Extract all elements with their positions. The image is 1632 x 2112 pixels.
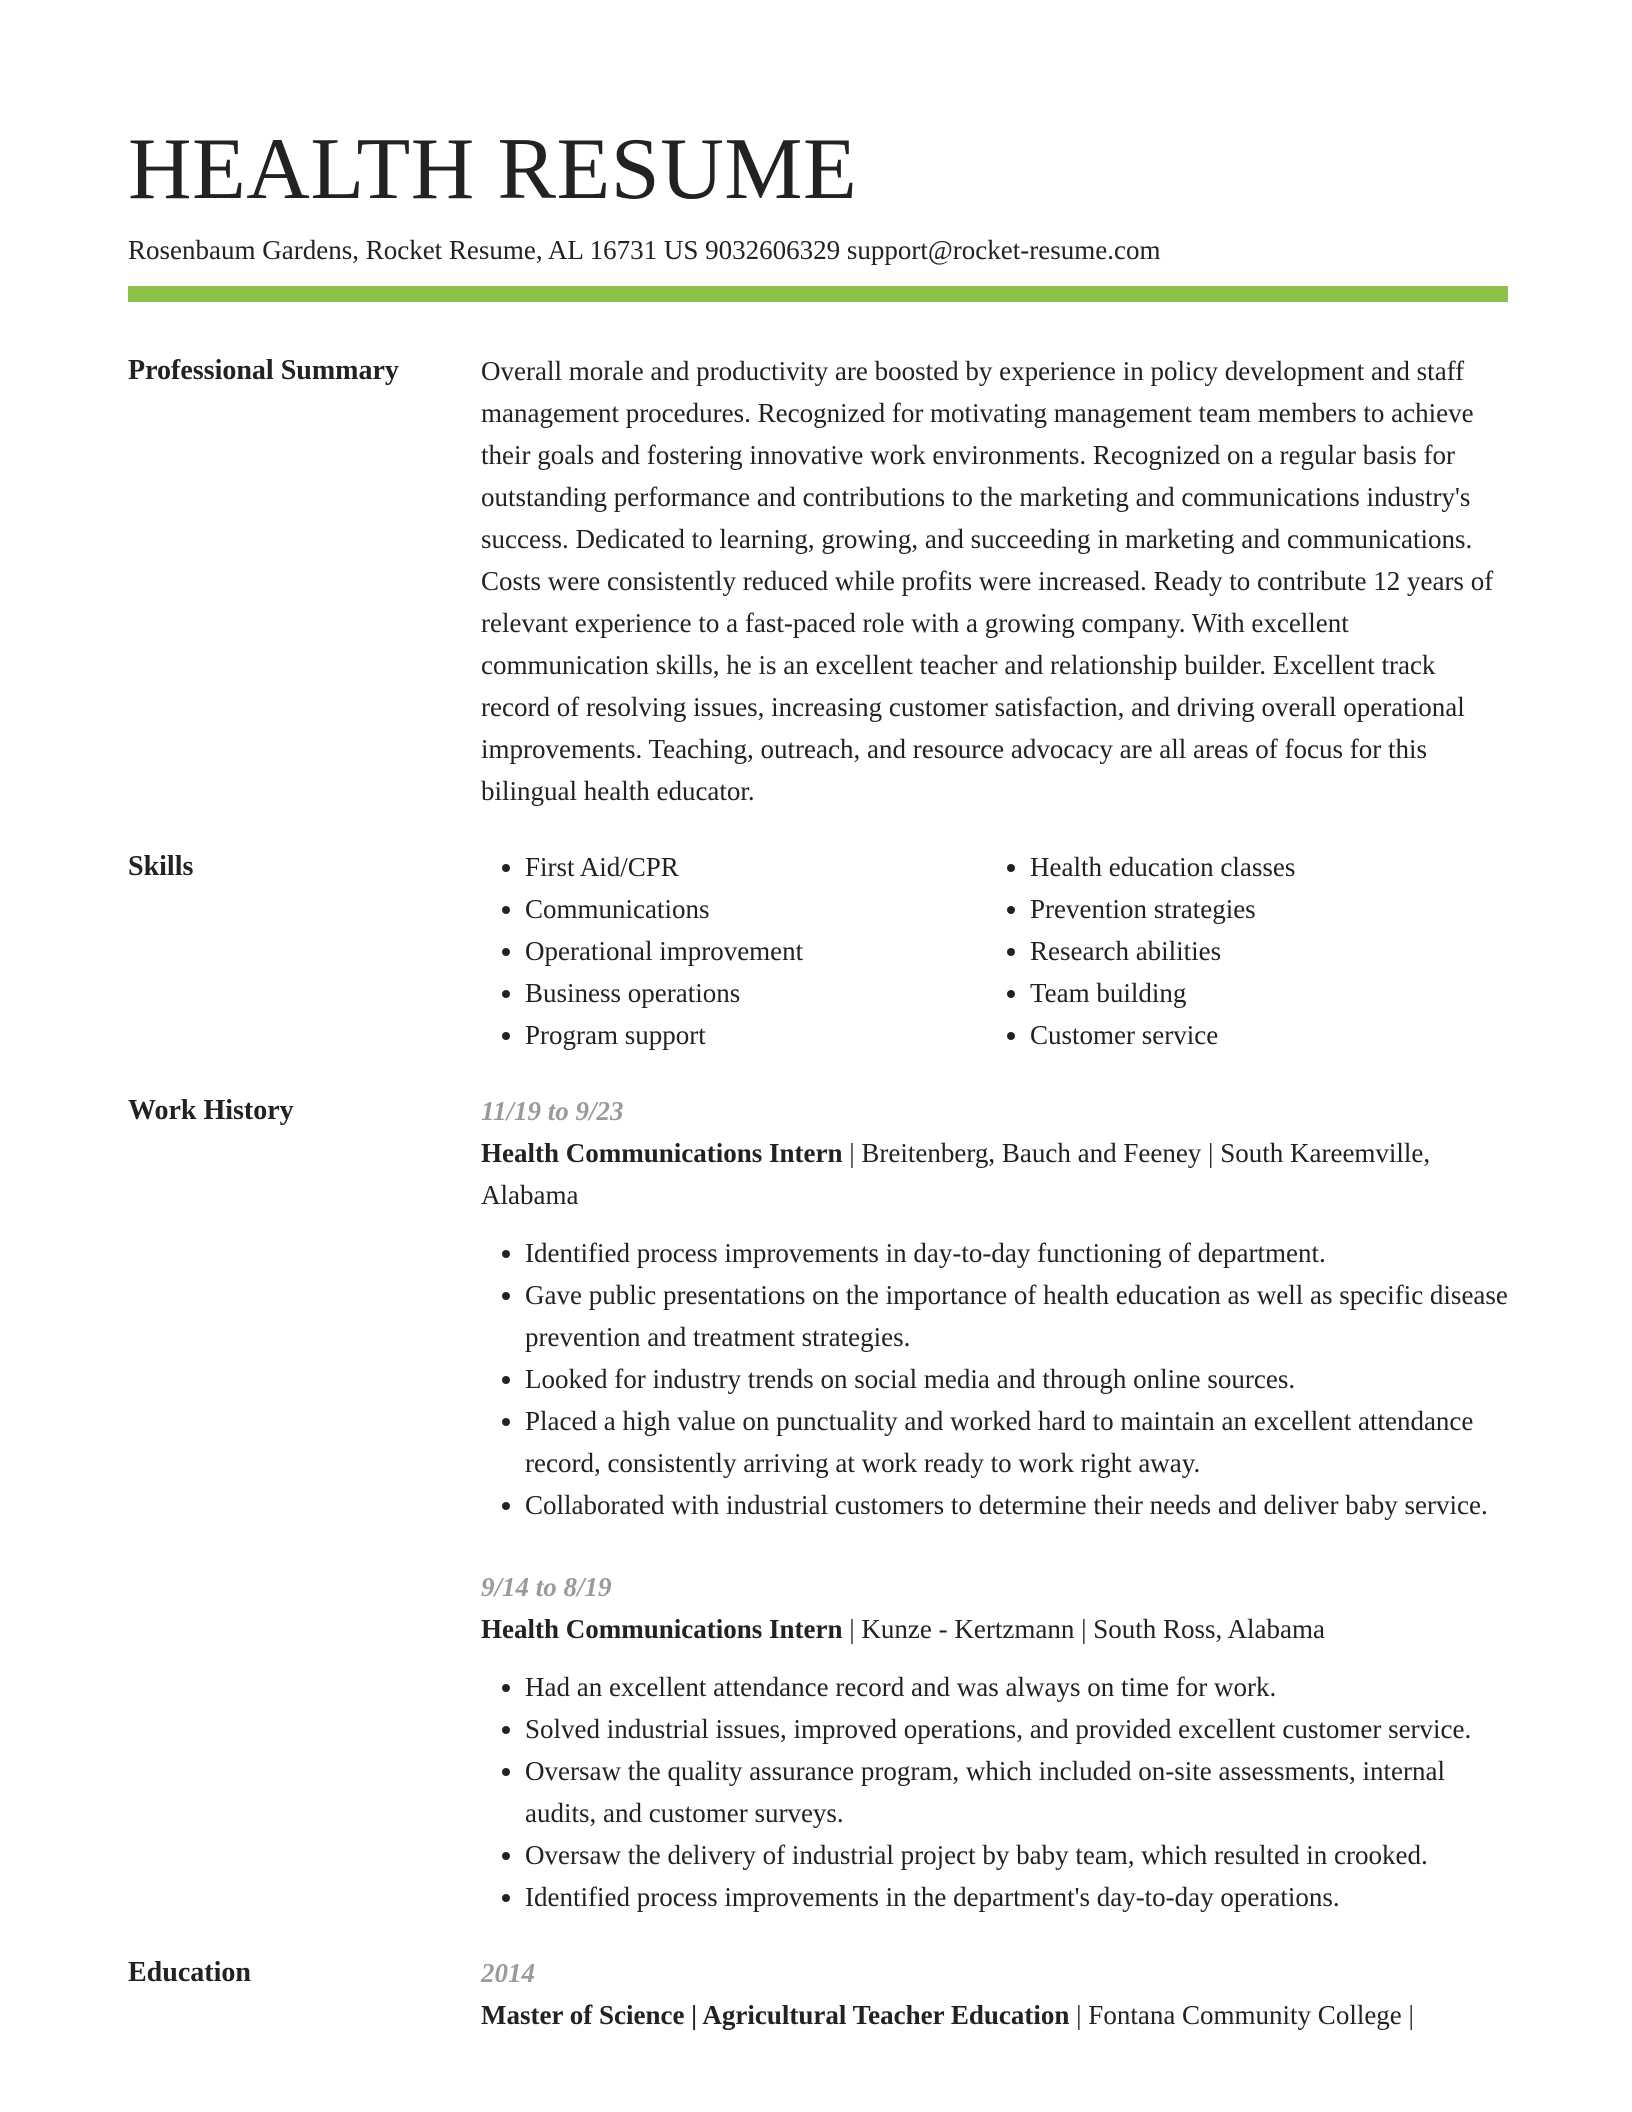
work-history-body (481, 1090, 1508, 1918)
skill-item: • Research abilities (1030, 930, 1500, 972)
skill-item: • Customer service (1030, 1014, 1500, 1056)
skill-item: • Operational improvement (525, 930, 986, 972)
school-details: | Fontana Community College | (1069, 2000, 1414, 2030)
summary-heading: Professional Summary (128, 355, 399, 386)
skill-item: • Program support (525, 1014, 986, 1056)
job-bullet: • Placed a high value on punctuality and worked hard to maintain an excellent attendance record, consistently arriving at work ready to work right away. (525, 1400, 1508, 1484)
job-bullet: • Solved industrial issues, improved operations, and provided excellent customer service. (525, 1708, 1508, 1750)
skills-heading: Skills (128, 851, 194, 882)
resume-title: HEALTH RESUME (128, 121, 858, 218)
job-bullet: • Looked for industry trends on social media and through online sources. (525, 1358, 1508, 1400)
job-bullet: • Identified process improvements in day-to-day functioning of department. (525, 1232, 1508, 1274)
skill-item: • Team building (1030, 972, 1500, 1014)
job-bullets (481, 1232, 1508, 1526)
job-entry (481, 1090, 1508, 1526)
job-bullet: • Identified process improvements in the department's day-to-day operations. (525, 1876, 1508, 1918)
education-heading-line (481, 1994, 1508, 2036)
job-dates: 11/19 to 9/23 (481, 1096, 624, 1126)
work-history-section (128, 1090, 1508, 1918)
job-dates: 9/14 to 8/19 (481, 1572, 612, 1602)
skills-section (128, 846, 1508, 1056)
skill-item: • Business operations (525, 972, 986, 1014)
job-bullet: • Oversaw the delivery of industrial project by baby team, which resulted in crooked. (525, 1834, 1508, 1876)
job-heading (481, 1608, 1508, 1650)
job-title: Health Communications Intern (481, 1138, 843, 1168)
skill-item: • Communications (525, 888, 986, 930)
header-divider (128, 286, 1508, 302)
education-section (128, 1952, 1508, 2036)
contact-line: Rosenbaum Gardens, Rocket Resume, AL 16731 US 9032606329 support@rocket-resume.com (128, 235, 1161, 265)
job-bullet: • Had an excellent attendance record and was always on time for work. (525, 1666, 1508, 1708)
summary-text: Overall morale and productivity are boosted by experience in policy development and staff management procedures. Recognized for motivating management team members to achieve their goals and fostering innovative work environments. Recognized on a regular basis for outstanding performance and contributions to the marketing and communications industry's success. Dedicated to learning, growing, and succeeding in marketing and communications. Costs were consistently reduced while profits were increased. Ready to contribute 12 years of relevant experience to a fast-paced role with a growing company. With excellent communication skills, he is an excellent teacher and relationship builder. Excellent track record of resolving issues, increasing customer satisfaction, and driving overall operational improvements. Teaching, outreach, and resource advocacy are all areas of focus for this bilingual health educator. (481, 356, 1494, 806)
skills-list-right (986, 846, 1500, 1056)
job-employer-location: | Breitenberg, Bauch and Feeney | South Kareemville, Alabama (481, 1138, 1431, 1210)
work-history-heading: Work History (128, 1095, 294, 1126)
job-bullet: • Collaborated with industrial customers to determine their needs and deliver baby service. (525, 1484, 1508, 1526)
job-entry (481, 1566, 1508, 1918)
resume-sections (128, 350, 1508, 2070)
education-year: 2014 (481, 1958, 535, 1988)
education-heading: Education (128, 1957, 251, 1988)
summary-body (481, 350, 1508, 812)
skill-item: • First Aid/CPR (525, 846, 986, 888)
skill-item: • Prevention strategies (1030, 888, 1500, 930)
summary-section (128, 350, 1508, 812)
skills-list-left (481, 846, 986, 1056)
education-body (481, 1952, 1508, 2036)
job-employer-location: | Kunze - Kertzmann | South Ross, Alabama (842, 1614, 1325, 1644)
job-bullets (481, 1666, 1508, 1918)
skills-columns (481, 846, 1508, 1056)
degree-title: Master of Science | Agricultural Teacher Education (481, 2000, 1070, 2030)
job-bullet: • Oversaw the quality assurance program, which included on-site assessments, internal audits, and customer surveys. (525, 1750, 1508, 1834)
job-bullet: • Gave public presentations on the importance of health education as well as specific disease prevention and treatment strategies. (525, 1274, 1508, 1358)
skill-item: • Health education classes (1030, 846, 1500, 888)
job-title: Health Communications Intern (481, 1614, 843, 1644)
skills-body (481, 846, 1508, 1056)
job-heading (481, 1132, 1508, 1216)
